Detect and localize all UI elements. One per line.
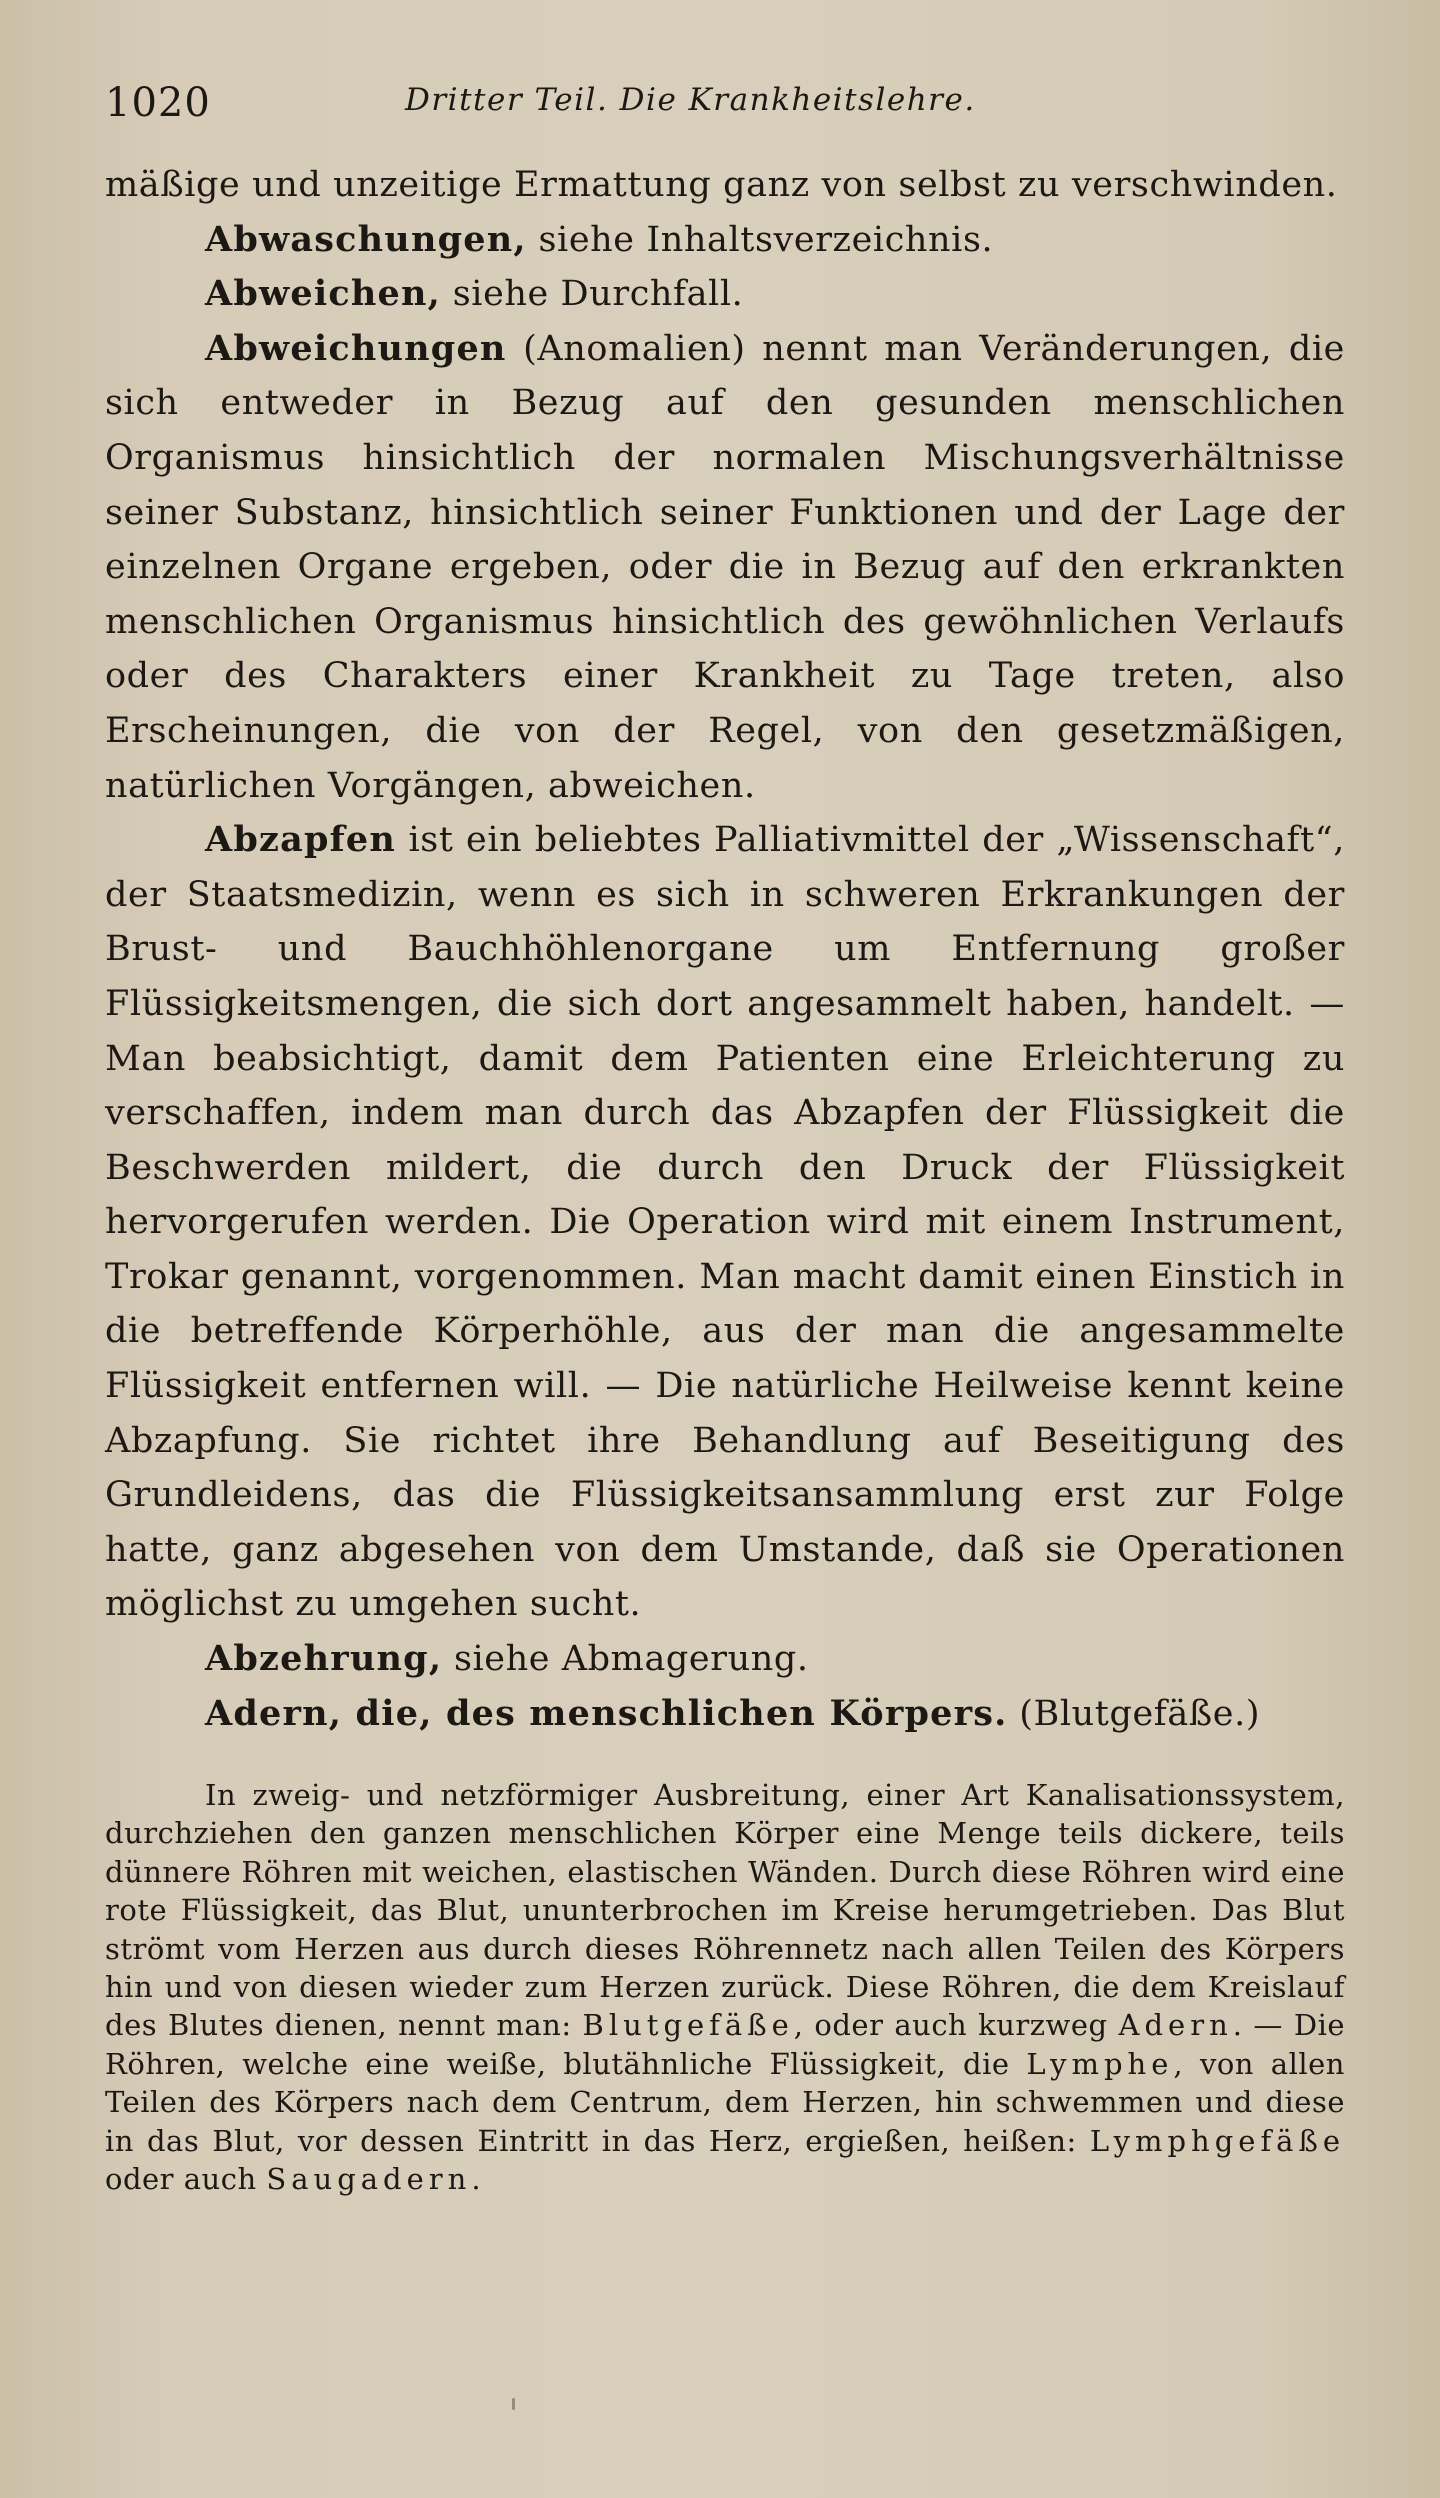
- paragraph-text: mäßige und unzeitige Ermattung ganz von selbst zu verschwinden.: [105, 165, 1338, 205]
- entry-abweichen: [105, 267, 1345, 322]
- main-text-body: [105, 158, 1345, 1741]
- entry-keyword: Adern, die, des menschlichen Körpers.: [205, 1692, 1008, 1734]
- entry-text: siehe Durchfall.: [440, 274, 744, 315]
- entry-text: (Blutgefäße.): [1007, 1693, 1261, 1734]
- page-number: 1020: [105, 80, 211, 126]
- small-text-f: .: [471, 2162, 482, 2197]
- small-text-d: , von allen Teilen des Körpers nach dem Centrum, dem Herzen, hin schwemmen und diese in das Blut, vor dessen Eintritt in das Herz, ergießen, heißen:: [105, 2046, 1345, 2158]
- entry-abwaschungen: [105, 213, 1345, 268]
- entry-abzapfen: [105, 813, 1345, 1632]
- small-text-c: . — Die Röhren, welche eine weiße, blutähnliche Flüssigkeit, die: [105, 2008, 1346, 2081]
- entry-text: siehe Abmagerung.: [442, 1639, 809, 1680]
- entry-adern: [105, 1687, 1345, 1742]
- entry-text: siehe Inhaltsverzeichnis.: [526, 219, 994, 260]
- small-text-e: oder auch: [105, 2162, 267, 2197]
- paragraph-continuation: [105, 158, 1345, 213]
- entry-keyword: Abweichungen: [205, 327, 507, 369]
- entry-keyword: Abzapfen: [205, 819, 397, 861]
- entry-keyword: Abwaschungen,: [205, 218, 527, 260]
- entry-text: ist ein beliebtes Palliativmittel der „Wissenschaft“, der Staatsmedizin, wenn es sich in schweren Erkrankungen der Brust- und Bauchhöhlenorgane um Entfernung großer Flüssigkeitsmengen, die sich dort angesammelt haben, handelt. — Man beabsichtigt, damit dem Patienten eine Erleichterung zu verschaffen, indem man durch das Abzapfen der Flüssigkeit die Beschwerden mildert, die durch den Druck der Flüssigkeit hervorgerufen werden. Die Operation wird mit einem Instrument, Trokar genannt, vorgenommen. Man macht damit einen Einstich in die betreffende Körperhöhle, aus der man die angesammelte Flüssigkeit entfernen will. — Die natürliche Heilweise kennt keine Abzapfung. Sie richtet ihre Behandlung auf Beseitigung des Grundleidens, das die Flüssigkeitsansammlung erst zur Folge hatte, ganz abgesehen von dem Umstande, daß sie Operationen möglichst zu umgehen sucht.: [105, 820, 1345, 1625]
- entry-abweichungen: [105, 322, 1345, 813]
- term-lymphgefaesse: Lymphgefäße: [1089, 2123, 1345, 2158]
- small-print-section: [105, 1776, 1345, 2198]
- running-head: Dritter Teil. Die Krankheitslehre.: [405, 82, 976, 118]
- small-text-a: In zweig- und netzförmiger Ausbreitung, einer Art Kanalisationssystem, durchziehen den ganzen menschlichen Körper eine Menge teils dickere, teils dünnere Röhren mit weichen, elastischen Wänden. Durch diese Röhren wird eine rote Flüssigkeit, das Blut, ununterbrochen im Kreise herumgetrieben. Das Blut strömt vom Herzen aus durch dieses Röhrennetz nach allen Teilen des Körpers hin und von diesen wieder zum Herzen zurück. Diese Röhren, die dem Kreislauf des Blutes dienen, nennt man:: [105, 1778, 1345, 2043]
- paper-speck: [512, 2398, 515, 2410]
- entry-keyword: Abzehrung,: [205, 1638, 443, 1680]
- term-blutgefaesse: Blutgefäße: [582, 2008, 794, 2043]
- entry-abzehrung: [105, 1632, 1345, 1687]
- small-text-b: , oder auch kurzweg: [793, 2008, 1119, 2043]
- entry-text: (Anomalien) nennt man Veränderungen, die sich entweder in Bezug auf den gesunden menschlichen Organismus hinsichtlich der normalen Mischungsverhältnisse seiner Substanz, hinsichtlich seiner Funktionen und der Lage der einzelnen Organe ergeben, oder die in Bezug auf den erkrankten menschlichen Organismus hinsichtlich des gewöhnlichen Verlaufs oder des Charakters einer Krankheit zu Tage treten, also Erscheinungen, die von der Regel, von den gesetzmäßigen, natürlichen Vorgängen, abweichen.: [105, 328, 1345, 806]
- small-print-paragraph: [105, 1776, 1345, 2198]
- term-adern: Adern: [1118, 2008, 1233, 2043]
- page-header: [105, 68, 1345, 128]
- entry-keyword: Abweichen,: [205, 273, 441, 315]
- term-lymphe: Lymphe: [1026, 2046, 1174, 2081]
- term-saugadern: Saugadern: [266, 2162, 472, 2197]
